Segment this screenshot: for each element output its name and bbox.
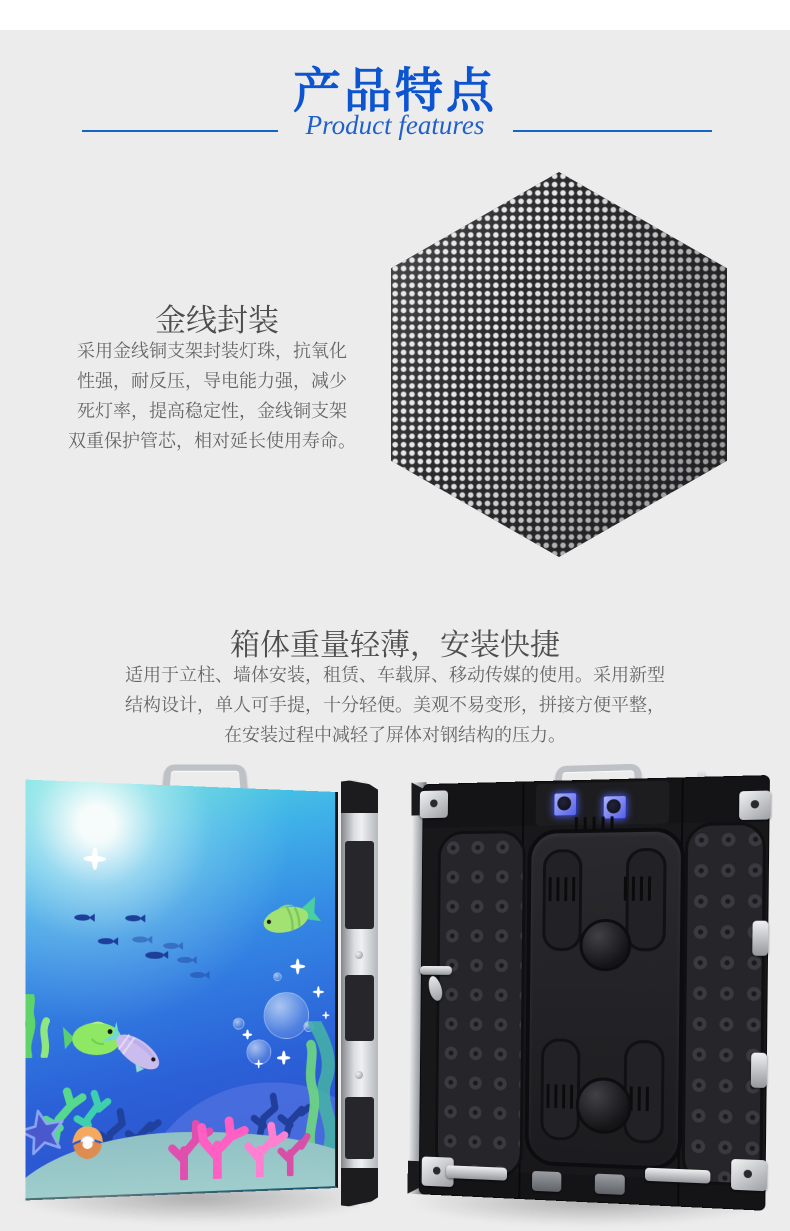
bolt-icon	[355, 951, 363, 959]
bolt-icon	[355, 1071, 363, 1079]
corner-bracket	[731, 1159, 767, 1191]
side-edge-notch	[345, 841, 374, 929]
side-latch	[751, 1053, 767, 1088]
fish-silhouette	[74, 914, 89, 920]
led-cabinet-back-image	[408, 771, 768, 1213]
sparkle-icon	[322, 1011, 329, 1019]
body-line: 在安装过程中减轻了屏体对钢结构的压力。	[224, 725, 566, 745]
bottom-latch-plate	[645, 1168, 710, 1184]
body-line: 死灯率，提高稳定性，金线铜支架	[77, 401, 347, 421]
fish-silhouette	[98, 938, 113, 944]
front-cabinet-side-edge	[341, 779, 378, 1208]
section-gold-wire-body	[42, 336, 382, 456]
section-gold-wire-heading: 金线封装	[155, 303, 279, 338]
led-module-hexagon-image	[391, 172, 727, 557]
connector-plate	[536, 781, 670, 826]
power-connector-icon	[553, 792, 577, 816]
bottom-foot	[595, 1174, 625, 1195]
right-dimpled-door	[682, 822, 767, 1187]
bottom-latch-plate	[446, 1165, 507, 1180]
corner-bracket	[420, 790, 448, 818]
sparkle-icon	[290, 959, 305, 975]
bottom-foot	[532, 1171, 561, 1192]
page-title: 产品特点	[292, 65, 497, 118]
side-edge-cap	[341, 779, 378, 813]
section-cabinet-body	[0, 660, 790, 750]
led-screen-front-image	[25, 780, 337, 1201]
sparkle-icon	[84, 847, 106, 870]
center-cover-plate	[524, 827, 685, 1171]
pink-coral-graphic	[166, 1095, 313, 1185]
back-cabinet-body	[419, 775, 770, 1211]
body-line: 采用金线铜支架封装灯珠，抗氧化	[77, 341, 347, 361]
fish-silhouette	[190, 972, 205, 978]
side-edge-notch	[345, 975, 374, 1041]
fish-silhouette	[125, 915, 140, 921]
top-white-strip	[0, 0, 790, 30]
vent-slots	[549, 877, 579, 901]
clam-pearl-graphic	[67, 1122, 108, 1167]
sparkle-icon	[254, 1059, 263, 1068]
seaweed-graphic	[25, 994, 56, 1063]
section-cabinet-heading: 箱体重量轻薄，安装快捷	[230, 629, 560, 662]
body-line: 性强，耐反压，导电能力强，减少	[77, 371, 347, 391]
green-fish-graphic	[257, 892, 325, 951]
vent-slots	[546, 1084, 576, 1109]
sparkle-icon	[313, 986, 324, 998]
side-latch	[752, 921, 768, 956]
bubble-graphic	[233, 1018, 245, 1030]
dome-knob	[579, 919, 631, 971]
divider-line-right	[513, 130, 712, 132]
sparkle-icon	[277, 1051, 290, 1065]
body-line: 适用于立柱、墙体安装，租赁、车载屏、移动传媒的使用。采用新型	[125, 665, 665, 685]
vent-slots	[575, 816, 615, 831]
page-subtitle: Product features	[305, 110, 485, 140]
sparkle-icon	[243, 1029, 253, 1039]
body-line: 结构设计，单人可手提，十分轻便。美观不易变形，拼接方便平整，	[125, 695, 665, 715]
fish-silhouette	[132, 936, 147, 942]
fish-silhouette	[177, 957, 192, 963]
bubble-graphic	[273, 972, 282, 981]
fish-silhouette	[163, 943, 178, 949]
side-edge-notch	[345, 1097, 374, 1159]
body-line: 双重保护管芯，相对延长使用寿命。	[68, 431, 356, 451]
latch-rod	[420, 966, 452, 975]
fish-silhouette	[145, 952, 163, 959]
vent-slots	[624, 876, 654, 900]
corner-bracket	[739, 791, 771, 821]
left-dimpled-door	[435, 830, 526, 1178]
